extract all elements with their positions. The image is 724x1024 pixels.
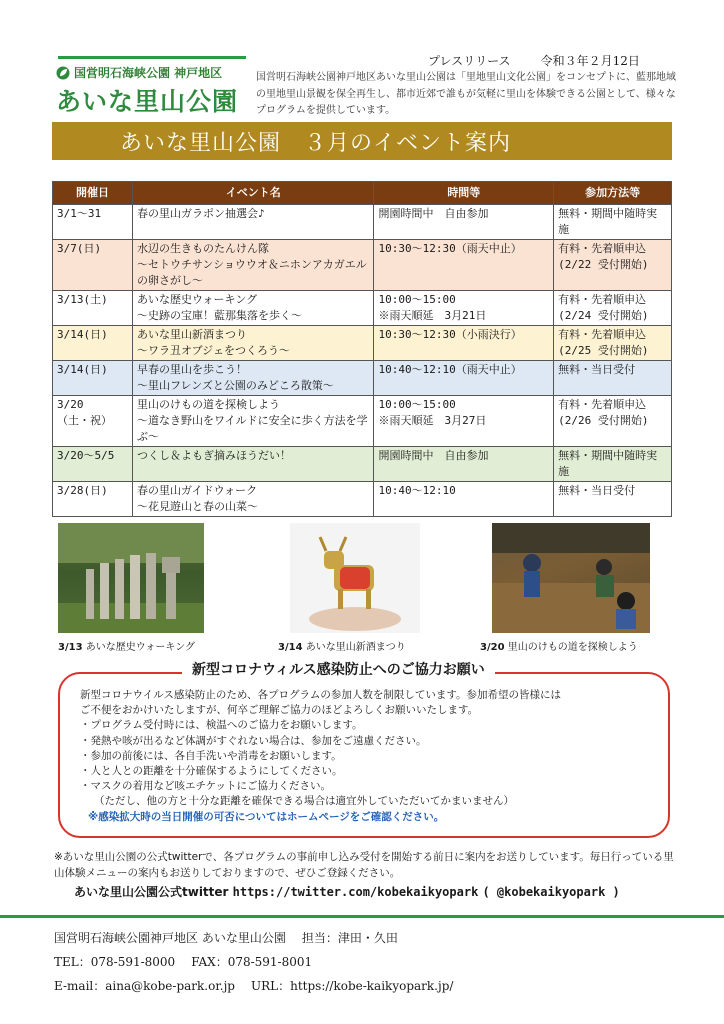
cell-date: 3/14(日) bbox=[53, 361, 133, 396]
notice-line: ・参加の前後には、各自手洗いや消毒をお願いします。 bbox=[80, 749, 342, 762]
caption-photo-2 bbox=[278, 638, 406, 653]
footer-accent-line bbox=[0, 915, 724, 918]
cell-date: 3/20 （土・祝） bbox=[53, 396, 133, 447]
table-row bbox=[53, 326, 672, 361]
footer-org: 国営明石海峡公園神戸地区 あいな里山公園 bbox=[54, 931, 286, 945]
table-row bbox=[53, 482, 672, 517]
caption-text: あいな里山新酒まつり bbox=[305, 642, 406, 653]
cell-event: あいな里山新酒まつり ～ワラ丑オブジェをつくろう～ bbox=[132, 326, 374, 361]
notice-line: 新型コロナウイルス感染防止のため、各プログラムの参加人数を制限しています。参加希望の皆様には bbox=[80, 689, 562, 701]
caption-text: 里山のけもの道を探検しよう bbox=[507, 642, 638, 653]
logo-top bbox=[56, 64, 256, 81]
press-label: プレスリリース bbox=[428, 54, 511, 68]
table-row bbox=[53, 291, 672, 326]
header-accent-line bbox=[58, 56, 246, 59]
twitter-line bbox=[74, 883, 620, 900]
release-date: 令和３年２月12日 bbox=[540, 54, 640, 68]
caption-text: あいな歴史ウォーキング bbox=[85, 642, 196, 653]
footer-tel: TEL：078-591-8000 bbox=[54, 955, 176, 969]
intro-text: 国営明石海峡公園神戸地区あいな里山公園は「里地里山文化公園」をコンセプトに、藍那地域の里地里山景観を保全再生し、都市近郊で誰もが気軽に里山を体験できる公園として、様々なプログラムを提供しています。 bbox=[256, 72, 676, 116]
footer-url[interactable]: URL：https://kobe-kaikyopark.jp/ bbox=[250, 979, 454, 993]
straw-ox-photo bbox=[290, 523, 420, 633]
cell-time: 10:30～12:30（雨天中止） bbox=[374, 240, 554, 291]
table-header-row bbox=[53, 182, 672, 205]
cell-date: 3/1～31 bbox=[53, 205, 133, 240]
cell-method: 無料・当日受付 bbox=[554, 482, 672, 517]
cell-time: 開園時間中 自由参加 bbox=[374, 205, 554, 240]
caption-date: 3/14 bbox=[278, 642, 303, 653]
cell-time: 10:00～15:00 ※雨天順延 3月27日 bbox=[374, 396, 554, 447]
press-release-header bbox=[428, 52, 640, 69]
photo-historic-walking bbox=[58, 523, 204, 633]
notice-line: ・プログラム受付時には、検温へのご協力をお願いします。 bbox=[80, 719, 363, 732]
notice-emphasis: ※感染拡大時の当日開催の可否についてはホームページをご確認ください。 bbox=[88, 810, 445, 823]
cell-event: つくし＆よもぎ摘みほうだい！ bbox=[132, 447, 374, 482]
cell-date: 3/14(日) bbox=[53, 326, 133, 361]
cell-event: 里山のけもの道を探検しよう ～道なき野山をワイルドに安全に歩く方法を学ぶ～ bbox=[132, 396, 374, 447]
header-date: 開催日 bbox=[53, 182, 133, 205]
footer-contact: 担当：津田・久田 bbox=[301, 931, 398, 945]
cell-method: 有料・先着順申込 (2/24 受付開始) bbox=[554, 291, 672, 326]
notice-line: ご不便をおかけいたしますが、何卒ご理解ご協力のほどよろしくお願いいたします。 bbox=[80, 704, 479, 717]
cell-method: 無料・期間中随時実施 bbox=[554, 447, 672, 482]
notice-line: （ただし、他の方と十分な距離を確保できる場合は適宜外していただいてかまいません） bbox=[94, 795, 514, 808]
table-row bbox=[53, 361, 672, 396]
notice-line: ・発熱や咳が出るなど体調がすぐれない場合は、参加をご遠慮ください。 bbox=[80, 734, 427, 747]
footer-fax: FAX：078-591-8001 bbox=[191, 955, 313, 969]
header-time: 時間等 bbox=[374, 182, 554, 205]
park-logo bbox=[56, 64, 256, 118]
notice-line: ・マスクの着用など咳エチケットにご協力ください。 bbox=[80, 780, 332, 793]
cell-date: 3/20～5/5 bbox=[53, 447, 133, 482]
cell-method: 無料・当日受付 bbox=[554, 361, 672, 396]
table-row bbox=[53, 447, 672, 482]
cell-time: 10:40～12:10（雨天中止） bbox=[374, 361, 554, 396]
cell-time: 開園時間中 自由参加 bbox=[374, 447, 554, 482]
header-method: 参加方法等 bbox=[554, 182, 672, 205]
banner-title: あいな里山公園 ３月のイベント案内 bbox=[120, 131, 512, 156]
cell-event: あいな歴史ウォーキング ～史跡の宝庫！藍那集落を歩く～ bbox=[132, 291, 374, 326]
notice-line: ・人と人との距離を十分確保するようにしてください。 bbox=[80, 765, 343, 778]
header-event: イベント名 bbox=[132, 182, 374, 205]
footer-phone-line bbox=[54, 953, 312, 970]
logo-title: あいな里山公園 bbox=[56, 87, 239, 116]
twitter-label: あいな里山公園公式twitter bbox=[74, 885, 229, 899]
twitter-note: ※あいな里山公園の公式twitterで、各プログラムの事前申し込み受付を開始する前日に案内をお送りしています。毎日行っている里山体験メニューの案内もお送りしておりますので、ぜひご登録ください。 bbox=[54, 851, 674, 879]
photo-sake-festival bbox=[290, 523, 420, 633]
cell-event: 早春の里山を歩こう！ ～里山フレンズと公園のみどころ散策～ bbox=[132, 361, 374, 396]
cell-method: 無料・期間中随時実施 bbox=[554, 205, 672, 240]
cell-time: 10:40～12:10 bbox=[374, 482, 554, 517]
forest-exploration-photo bbox=[492, 523, 650, 633]
cell-method: 有料・先着順申込 (2/25 受付開始) bbox=[554, 326, 672, 361]
cell-time: 10:00～15:00 ※雨天順延 3月21日 bbox=[374, 291, 554, 326]
cell-event: 春の里山ガイドウォーク ～花見遊山と春の山菜～ bbox=[132, 482, 374, 517]
caption-photo-1 bbox=[58, 638, 195, 653]
footer-web-line bbox=[54, 977, 453, 994]
photo-animal-trail bbox=[492, 523, 650, 633]
twitter-link[interactable]: https://twitter.com/kobekaikyopark bbox=[232, 885, 479, 899]
footer-org-line bbox=[54, 929, 398, 946]
cell-event: 春の里山ガラポン抽選会♪ bbox=[132, 205, 374, 240]
notice-title: 新型コロナウィルス感染防止へのご協力お願い bbox=[182, 659, 495, 679]
table-row bbox=[53, 396, 672, 447]
notice-body bbox=[80, 688, 660, 825]
table-row bbox=[53, 240, 672, 291]
cell-method: 有料・先着順申込 (2/22 受付開始) bbox=[554, 240, 672, 291]
stone-monuments-photo bbox=[58, 523, 204, 633]
cell-method: 有料・先着順申込 (2/26 受付開始) bbox=[554, 396, 672, 447]
footer-email[interactable]: E-mail：aina@kobe-park.or.jp bbox=[54, 979, 235, 993]
title-banner bbox=[52, 122, 672, 160]
logo-subtitle: 国営明石海峡公園 神戸地区 bbox=[74, 66, 223, 80]
caption-date: 3/20 bbox=[480, 642, 505, 653]
caption-photo-3 bbox=[480, 638, 638, 653]
event-table bbox=[52, 181, 672, 517]
cell-date: 3/7(日) bbox=[53, 240, 133, 291]
table-row bbox=[53, 205, 672, 240]
cell-date: 3/13(土) bbox=[53, 291, 133, 326]
caption-date: 3/13 bbox=[58, 642, 83, 653]
cell-event: 水辺の生きものたんけん隊 ～セトウチサンショウウオ＆ニホンアカガエルの卵さがし～ bbox=[132, 240, 374, 291]
cell-time: 10:30～12:30（小雨決行） bbox=[374, 326, 554, 361]
twitter-handle: ( @kobekaikyopark ) bbox=[482, 885, 620, 899]
cell-date: 3/28(日) bbox=[53, 482, 133, 517]
leaf-icon bbox=[56, 66, 70, 80]
